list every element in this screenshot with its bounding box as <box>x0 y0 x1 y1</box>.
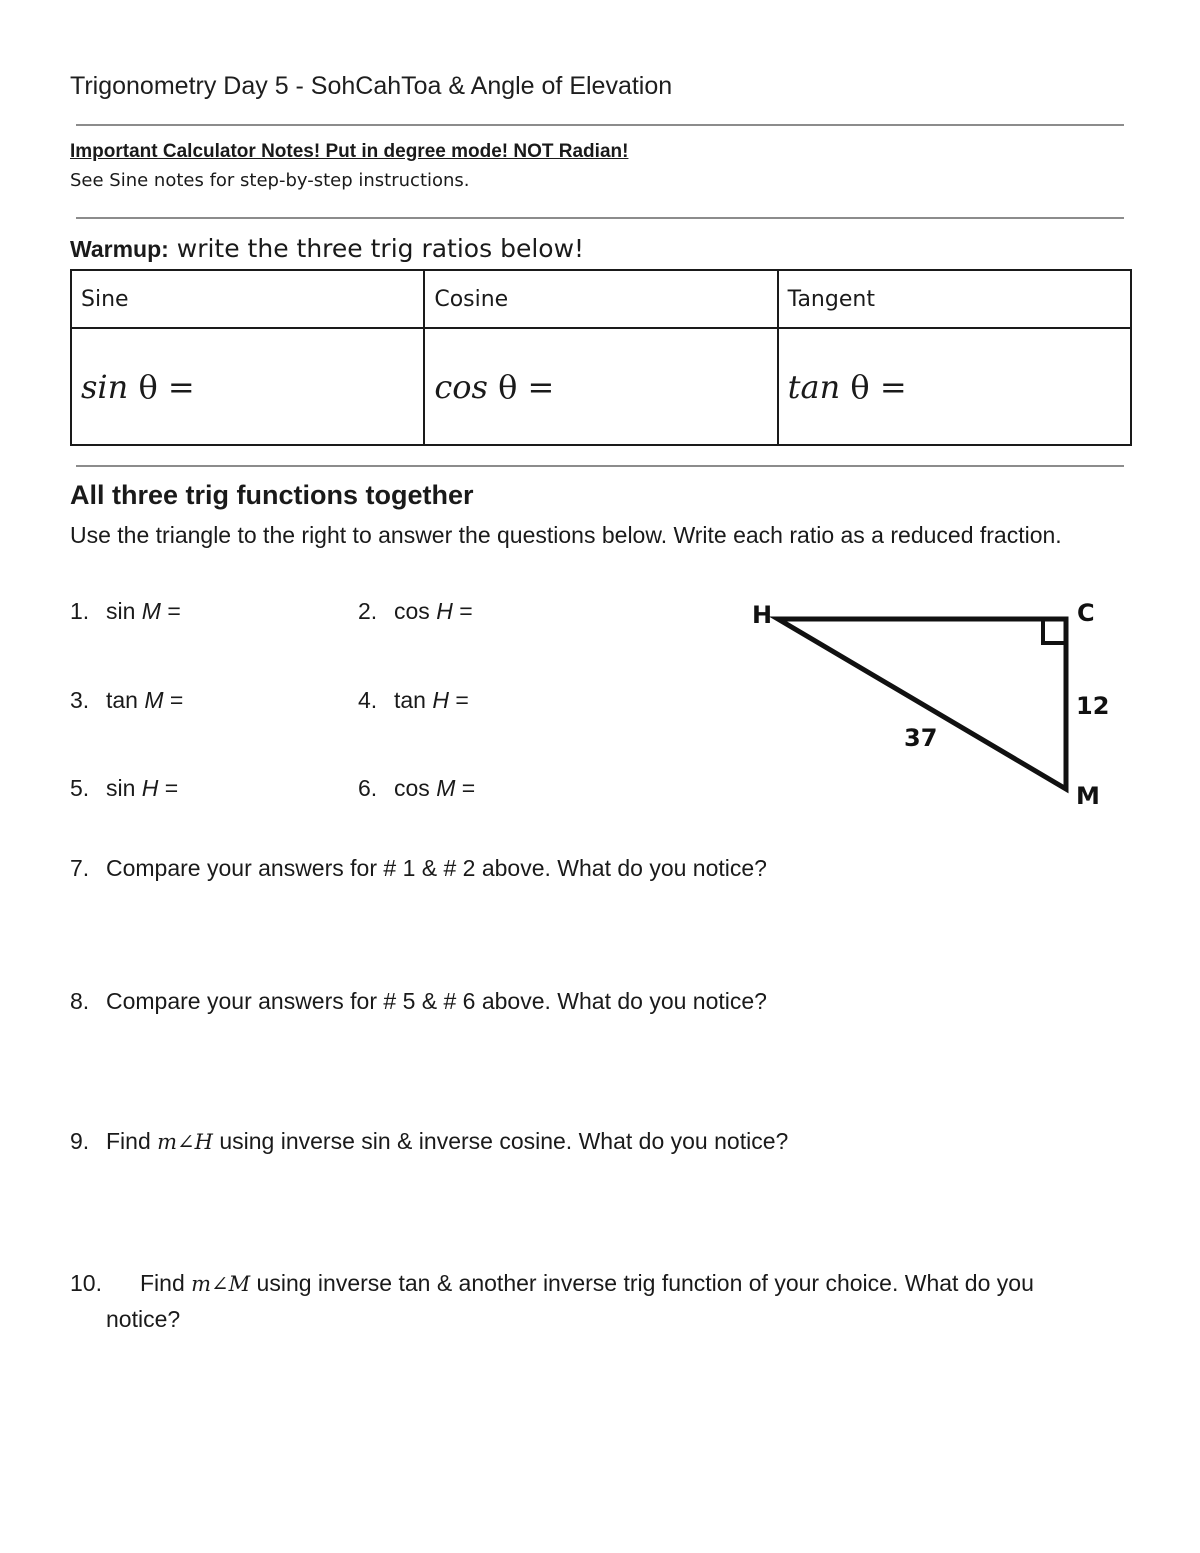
vertex-label-c: C <box>1077 599 1095 627</box>
table-header-cosine: Cosine <box>424 270 777 328</box>
question-text: Compare your answers for # 1 & # 2 above. What do you notice? <box>106 855 767 881</box>
tangent-formula-cell[interactable] <box>778 328 1131 445</box>
formula-rest: θ = <box>128 367 195 406</box>
divider <box>76 217 1124 219</box>
question-fn: sin <box>106 598 136 624</box>
question-text: Find <box>140 1270 192 1296</box>
triangle-outline <box>778 619 1066 789</box>
right-triangle-diagram <box>740 590 1120 820</box>
question-var: M <box>141 598 161 624</box>
question-2 <box>358 598 473 625</box>
question-number: 9. <box>70 1128 90 1154</box>
section-title: All three trig functions together <box>70 480 474 510</box>
question-fn: sin <box>106 775 136 801</box>
question-fn: tan <box>394 687 426 713</box>
question-9 <box>70 1128 788 1155</box>
question-number: 8. <box>70 988 90 1014</box>
section-intro: Use the triangle to the right to answer the questions below. Write each ratio as a reduced fraction. <box>70 522 1062 548</box>
question-number: 3. <box>70 687 90 713</box>
question-eq: = <box>452 598 473 624</box>
formula-fn: tan <box>787 367 841 406</box>
question-number: 2. <box>358 598 378 624</box>
question-var: H <box>141 775 159 801</box>
cosine-formula-cell[interactable] <box>424 328 777 445</box>
question-fn: tan <box>106 687 138 713</box>
question-var: M <box>436 775 456 801</box>
formula-rest: θ = <box>487 367 555 406</box>
question-7 <box>70 855 767 882</box>
question-var: H <box>436 598 453 624</box>
question-1 <box>70 598 181 625</box>
question-text: Compare your answers for # 5 & # 6 above. What do you notice? <box>106 988 767 1014</box>
question-text: using inverse sin & inverse cosine. What do you notice? <box>212 1128 789 1154</box>
question-eq: = <box>163 687 184 713</box>
calculator-note: Important Calculator Notes! Put in degree mode! NOT Radian! <box>70 141 629 162</box>
question-4 <box>358 687 469 714</box>
question-6 <box>358 775 475 802</box>
sine-formula-cell[interactable] <box>71 328 424 445</box>
vertex-label-m: M <box>1076 782 1100 810</box>
question-5 <box>70 775 178 802</box>
question-3 <box>70 687 183 714</box>
question-eq: = <box>158 775 179 801</box>
question-var: H <box>432 687 449 713</box>
formula-rest: θ = <box>840 367 907 406</box>
question-eq: = <box>160 598 181 624</box>
side-label-cm: 12 <box>1076 692 1110 720</box>
calculator-subnote: See Sine notes for step-by-step instructions. <box>70 170 470 191</box>
question-number: 5. <box>70 775 90 801</box>
question-fn: cos <box>394 598 430 624</box>
question-text: Find <box>106 1128 158 1154</box>
question-text: using inverse tan & another inverse trig function of your choice. What do you <box>250 1270 1034 1296</box>
side-label-hm: 37 <box>904 724 938 752</box>
right-angle-mark <box>1043 619 1066 643</box>
trig-ratios-table <box>70 269 1132 446</box>
page-title: Trigonometry Day 5 - SohCahToa & Angle of Elevation <box>70 72 673 100</box>
question-eq: = <box>455 775 476 801</box>
angle-expression: m∠M <box>191 1272 251 1296</box>
question-number: 7. <box>70 855 90 881</box>
question-number: 10. <box>70 1270 102 1296</box>
question-number: 4. <box>358 687 378 713</box>
question-10 <box>70 1266 1130 1337</box>
divider <box>76 465 1124 467</box>
divider <box>76 124 1124 126</box>
warmup-heading <box>70 234 584 263</box>
question-number: 6. <box>358 775 378 801</box>
table-header-tangent: Tangent <box>778 270 1131 328</box>
warmup-text: write the three trig ratios below! <box>168 234 585 263</box>
formula-fn: sin <box>81 367 129 406</box>
question-text-continued: notice? <box>106 1306 181 1332</box>
question-fn: cos <box>394 775 430 801</box>
question-8 <box>70 988 767 1015</box>
warmup-label: Warmup: <box>70 236 169 262</box>
question-eq: = <box>449 687 469 713</box>
angle-expression: m∠H <box>157 1130 213 1154</box>
question-var: M <box>144 687 164 713</box>
question-number: 1. <box>70 598 90 624</box>
vertex-label-h: H <box>752 601 773 629</box>
table-header-sine: Sine <box>71 270 424 328</box>
formula-fn: cos <box>434 367 488 406</box>
